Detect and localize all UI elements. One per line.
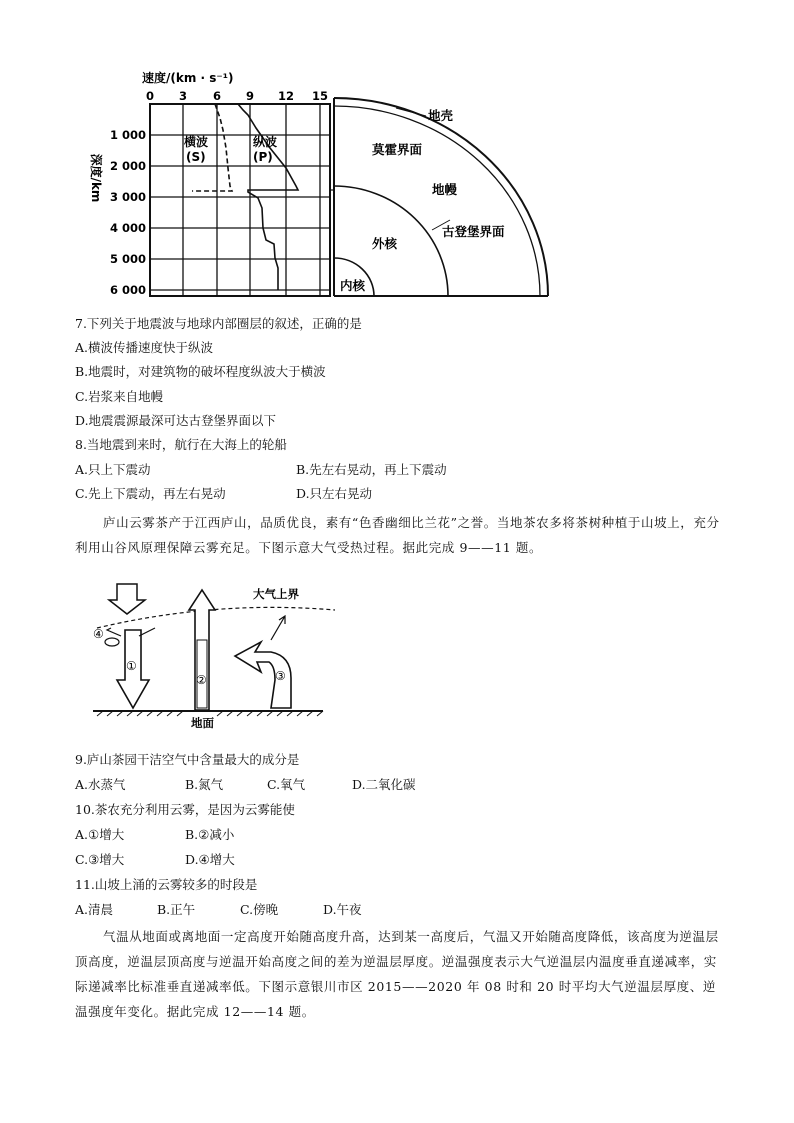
speed-tick: 12 [277,89,295,103]
mantle-label: 地幔 [432,182,458,197]
q8-option-a: A.只上下震动 [75,462,151,477]
speed-tick: 0 [145,89,155,103]
depth-tick: 5 000 [109,252,146,266]
gutenberg-label: 古登堡界面 [442,224,505,239]
q10-stem: 10.茶农充分利用云雾，是因为云雾能使 [75,802,295,817]
crust-label: 地壳 [428,108,454,123]
earth-section [334,98,548,296]
atmosphere-top-label: 大气上界 [253,587,299,601]
depth-tick: 4 000 [109,221,146,235]
q7-option-d: D.地震震源最深可达古登堡界面以下 [75,413,277,428]
q11-option-b: B.正午 [157,902,196,917]
q10-option-b: B.②减小 [185,827,235,842]
speed-axis-label: 速度/(km · s⁻¹) [142,71,234,85]
speed-tick: 6 [212,89,222,103]
q11-option-c: C.傍晚 [240,902,279,917]
depth-tick: 1 000 [109,128,146,142]
s-wave-label: 横波 [184,135,209,149]
inner-core-label: 内核 [340,278,366,293]
speed-tick: 15 [311,89,329,103]
p-wave-label: 纵波 [253,135,278,149]
q11-option-a: A.清晨 [75,902,114,917]
q8-stem: 8.当地震到来时，航行在大海上的轮船 [75,437,287,452]
q10-option-c: C.③增大 [75,852,125,867]
s-wave-symbol: (S) [186,150,206,164]
q7-option-b: B.地震时，对建筑物的破坏程度纵波大于横波 [75,364,326,379]
q8-option-b: B.先左右晃动，再上下震动 [296,462,447,477]
earth-interior-figure [80,68,560,308]
ground-label: 地面 [191,716,214,730]
q11-option-d: D.午夜 [323,902,362,917]
arrow-2 [189,590,215,710]
depth-tick: 6 000 [109,283,146,297]
q7-option-a: A.横波传播速度快于纵波 [75,340,214,355]
q7-option-c: C.岩浆来自地幔 [75,389,164,404]
q9-option-d: D.二氧化碳 [352,777,416,792]
q8-option-c: C.先上下震动，再左右晃动 [75,486,226,501]
passage-inversion: 气温从地面或离地面一定高度开始随高度升高，达到某一高度后，气温又开始随高度降低，该高度为逆温层顶高度，逆温层顶高度与逆温开始高度之间的差为逆温层厚度。逆温强度表示大气逆温层内温度垂直递减率，实际递减率比标准垂直递减率低。下图示意银川市区 2015——2020 年 08 时和 20 时平均大气逆温层厚度、逆温强度年变化。据此完成 12——14 题。 [75,929,719,1019]
moho-label: 莫霍界面 [372,142,423,157]
depth-tick: 3 000 [109,190,146,204]
outer-core-label: 外核 [372,236,398,251]
passage-tea: 庐山云雾茶产于江西庐山，品质优良，素有“色香幽细比兰花”之誉。当地茶农多将茶树种植于山坡上，充分利用山谷风原理保障云雾充足。下图示意大气受热过程。据此完成 9——11 题。 [75,515,720,555]
depth-tick: 2 000 [109,159,146,173]
marker-3: ③ [275,669,286,683]
speed-tick: 9 [245,89,255,103]
depth-axis-label: 深度/km [89,153,103,203]
q9-option-b: B.氮气 [185,777,224,792]
marker-2: ② [196,673,207,687]
q7-stem: 7.下列关于地震波与地球内部圈层的叙述，正确的是 [75,316,362,331]
q9-stem: 9.庐山茶园干洁空气中含量最大的成分是 [75,752,300,767]
speed-tick: 3 [178,89,188,103]
q8-option-d: D.只左右晃动 [296,486,373,501]
speed-depth-grid [150,104,330,296]
atmosphere-heating-figure [85,580,385,732]
q9-option-c: C.氧气 [267,777,306,792]
q9-option-a: A.水蒸气 [75,777,126,792]
q10-option-a: A.①增大 [75,827,125,842]
p-wave-symbol: (P) [253,150,273,164]
marker-1: ① [126,659,137,673]
q11-stem: 11.山坡上涌的云雾较多的时段是 [75,877,258,892]
marker-4: ④ [93,627,104,641]
q10-option-d: D.④增大 [185,852,235,867]
